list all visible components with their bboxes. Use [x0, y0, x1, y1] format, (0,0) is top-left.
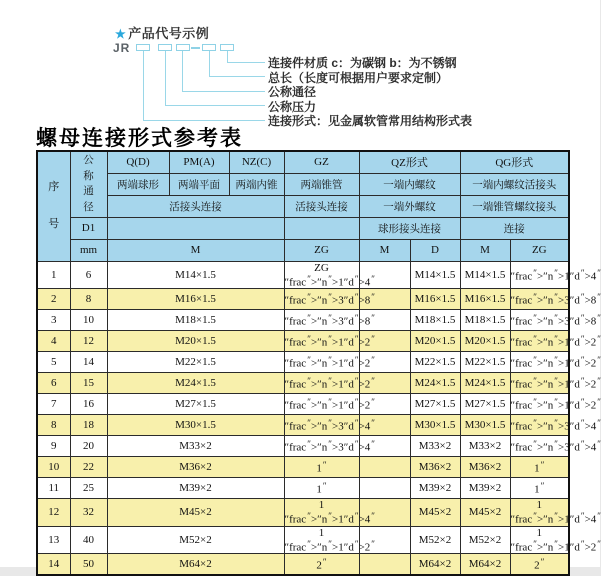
qg-zg-cell: ″frac″>″n″>3″d″>4″: [510, 436, 569, 457]
row-no-cell: 8: [37, 415, 70, 436]
m-thread-cell: M16×1.5: [107, 289, 284, 310]
code-label-diameter: 公称通径: [268, 85, 317, 99]
qz-d-cell: M36×2: [410, 457, 460, 478]
code-box: [202, 44, 216, 51]
gz-thread-cell: ″frac″>″n″>3″d″>8″: [284, 289, 359, 310]
m-thread-cell: M30×1.5: [107, 415, 284, 436]
qg-m-cell: M36×2: [460, 457, 510, 478]
header-qg-zg: ZG: [510, 239, 569, 261]
header-pma: PM(A): [169, 151, 229, 173]
row-no-cell: 5: [37, 352, 70, 373]
header-gz-desc: 两端锥管: [284, 173, 359, 195]
table-row: [37, 373, 569, 394]
code-box: [158, 44, 172, 51]
qg-m-cell: M14×1.5: [460, 261, 510, 289]
star-icon: ★: [115, 27, 127, 41]
m-thread-cell: M52×2: [107, 526, 284, 554]
qz-m-cell: [359, 457, 410, 478]
qz-d-cell: M16×1.5: [410, 289, 460, 310]
table-row: [37, 526, 569, 554]
m-thread-cell: M45×2: [107, 499, 284, 527]
header-qg-form: QG形式: [460, 151, 569, 173]
qz-d-cell: M39×2: [410, 478, 460, 499]
header-blank: [284, 217, 359, 239]
qz-m-cell: [359, 554, 410, 575]
gz-thread-cell: ZG ″frac″>″n″>1″d″>4″: [284, 261, 376, 288]
dn-cell: 32: [70, 499, 107, 527]
gz-thread-cell: 1 ″frac″>″n″>1″d″>4″: [284, 499, 376, 526]
table-row: [37, 261, 569, 289]
dn-cell: 50: [70, 554, 107, 575]
diagram-title: [115, 23, 209, 42]
qg-zg-cell: ″frac″>″n″>3″d″>8″: [510, 310, 569, 331]
table-row: [37, 436, 569, 457]
qg-m-cell: M30×1.5: [460, 415, 510, 436]
dn-cell: 10: [70, 310, 107, 331]
header-nzc: NZ(C): [229, 151, 284, 173]
row-no-cell: 2: [37, 289, 70, 310]
table-row: [37, 352, 569, 373]
qg-zg-cell: 1″: [510, 478, 569, 499]
m-thread-cell: M14×1.5: [107, 261, 284, 289]
qg-zg-cell: ″frac″>″n″>1″d″>2″: [510, 394, 569, 415]
header-qg-connect: 连接: [460, 217, 569, 239]
gz-thread-cell: ″frac″>″n″>3″d″>8″: [284, 310, 359, 331]
qg-m-cell: M18×1.5: [460, 310, 510, 331]
code-label-pressure: 公称压力: [268, 100, 317, 114]
gz-thread-cell: ″frac″>″n″>1″d″>2″: [284, 352, 359, 373]
code-label-length: 总长（长度可根据用户要求定制）: [268, 71, 449, 85]
qg-m-cell: M33×2: [460, 436, 510, 457]
row-no-cell: 11: [37, 478, 70, 499]
product-code-prefix: JR: [113, 41, 131, 55]
code-box: [136, 44, 150, 51]
table-row: [37, 554, 569, 575]
m-thread-cell: M27×1.5: [107, 394, 284, 415]
qz-d-cell: M27×1.5: [410, 394, 460, 415]
header-pma-desc: 两端平面: [169, 173, 229, 195]
qz-d-cell: M64×2: [410, 554, 460, 575]
row-no-cell: 13: [37, 526, 70, 554]
m-thread-cell: M22×1.5: [107, 352, 284, 373]
qg-zg-cell: 1 ″frac″>″n″>1″d″>4″: [510, 499, 601, 526]
reference-table: [36, 150, 601, 576]
m-thread-cell: M24×1.5: [107, 373, 284, 394]
row-no-cell: 7: [37, 394, 70, 415]
qg-zg-cell: 1 ″frac″>″n″>1″d″>2″: [510, 526, 601, 553]
qg-zg-cell: ″frac″>″n″>3″d″>8″: [510, 289, 569, 310]
row-no-cell: 12: [37, 499, 70, 527]
table-row: [37, 394, 569, 415]
qz-d-cell: M30×1.5: [410, 415, 460, 436]
qz-d-cell: M14×1.5: [410, 261, 460, 289]
qg-zg-cell: ″frac″>″n″>1″d″>2″: [510, 352, 569, 373]
qg-zg-cell: 1″: [510, 457, 569, 478]
gz-thread-cell: 1″: [284, 478, 359, 499]
dn-cell: 12: [70, 331, 107, 352]
connector-line: [143, 51, 265, 121]
gz-thread-cell: 1″: [284, 457, 359, 478]
qz-d-cell: M22×1.5: [410, 352, 460, 373]
header-zg-thread: ZG: [284, 239, 359, 261]
table-row: [37, 457, 569, 478]
header-nominal-diameter: 公称通径: [70, 151, 107, 217]
m-thread-cell: M18×1.5: [107, 310, 284, 331]
code-dash: [191, 47, 200, 49]
qg-zg-cell: ″frac″>″n″>1″d″>2″: [510, 331, 569, 352]
dn-cell: 20: [70, 436, 107, 457]
header-blank: [107, 217, 284, 239]
header-gz-union: 活接头连接: [284, 195, 359, 217]
qg-m-cell: M64×2: [460, 554, 510, 575]
header-gz: GZ: [284, 151, 359, 173]
qz-d-cell: M45×2: [410, 499, 460, 527]
m-thread-cell: M36×2: [107, 457, 284, 478]
table-row: [37, 415, 569, 436]
table-row: [37, 289, 569, 310]
m-thread-cell: M20×1.5: [107, 331, 284, 352]
qg-m-cell: M16×1.5: [460, 289, 510, 310]
qz-d-cell: M20×1.5: [410, 331, 460, 352]
dn-cell: 22: [70, 457, 107, 478]
qz-m-cell: [359, 478, 410, 499]
header-qd: Q(D): [107, 151, 169, 173]
qz-d-cell: M52×2: [410, 526, 460, 554]
header-qz-d: D: [410, 239, 460, 261]
gz-thread-cell: ″frac″>″n″>1″d″>2″: [284, 373, 359, 394]
row-no-cell: 6: [37, 373, 70, 394]
code-label-connection: 连接形式：见金属软管常用结构形式表: [268, 114, 473, 128]
gz-thread-cell: ″frac″>″n″>1″d″>2″: [284, 394, 359, 415]
diagram-title-text: 产品代号示例: [128, 26, 210, 41]
header-nzc-desc: 两端内锥: [229, 173, 284, 195]
dn-cell: 14: [70, 352, 107, 373]
qz-d-cell: M33×2: [410, 436, 460, 457]
qz-d-cell: M24×1.5: [410, 373, 460, 394]
gz-thread-cell: ″frac″>″n″>3″d″>4″: [284, 436, 359, 457]
qg-m-cell: M24×1.5: [460, 373, 510, 394]
table-header: [37, 151, 569, 261]
row-no-cell: 1: [37, 261, 70, 289]
code-box: [220, 44, 234, 51]
m-thread-cell: M64×2: [107, 554, 284, 575]
row-no-cell: 9: [37, 436, 70, 457]
table-title: 螺母连接形式参考表: [36, 125, 243, 150]
table-row: [37, 310, 569, 331]
code-box: [176, 44, 190, 51]
qg-m-cell: M52×2: [460, 526, 510, 554]
qg-zg-cell: ″frac″>″n″>3″d″>4″: [510, 415, 569, 436]
gz-thread-cell: ″frac″>″n″>3″d″>4″: [284, 415, 359, 436]
header-qg-taper: 一端锥管螺纹接头: [460, 195, 569, 217]
row-no-cell: 4: [37, 331, 70, 352]
header-qg-m: M: [460, 239, 510, 261]
qg-m-cell: M20×1.5: [460, 331, 510, 352]
gz-thread-cell: ″frac″>″n″>1″d″>2″: [284, 331, 359, 352]
table-row: [37, 499, 569, 527]
qg-m-cell: M45×2: [460, 499, 510, 527]
header-mm: mm: [70, 239, 107, 261]
header-qz-desc: 一端内螺纹: [359, 173, 460, 195]
dn-cell: 25: [70, 478, 107, 499]
m-thread-cell: M33×2: [107, 436, 284, 457]
dn-cell: 40: [70, 526, 107, 554]
header-serial-no: 序号: [37, 151, 70, 261]
qg-zg-cell: ″frac″>″n″>1″d″>4″: [510, 261, 569, 289]
header-union-connection: 活接头连接: [107, 195, 284, 217]
header-qz-m: M: [359, 239, 410, 261]
code-label-material: 连接件材质 c：为碳钢 b：为不锈钢: [268, 56, 457, 70]
dn-cell: 8: [70, 289, 107, 310]
qg-m-cell: M39×2: [460, 478, 510, 499]
gz-thread-cell: 1 ″frac″>″n″>1″d″>2″: [284, 526, 376, 553]
table-row: [37, 478, 569, 499]
dn-cell: 18: [70, 415, 107, 436]
table-row: [37, 331, 569, 352]
header-m-thread: M: [107, 239, 284, 261]
header-qz-ball-joint: 球形接头连接: [359, 217, 460, 239]
dn-cell: 16: [70, 394, 107, 415]
qg-zg-cell: 2″: [510, 554, 569, 575]
qg-zg-cell: ″frac″>″n″>1″d″>2″: [510, 373, 569, 394]
table-body: [37, 261, 601, 575]
m-thread-cell: M39×2: [107, 478, 284, 499]
qz-d-cell: M18×1.5: [410, 310, 460, 331]
dn-cell: 15: [70, 373, 107, 394]
dn-cell: 6: [70, 261, 107, 289]
gz-thread-cell: 2″: [284, 554, 359, 575]
row-no-cell: 10: [37, 457, 70, 478]
header-qg-desc: 一端内螺纹活接头: [460, 173, 569, 195]
qg-m-cell: M27×1.5: [460, 394, 510, 415]
qg-m-cell: M22×1.5: [460, 352, 510, 373]
row-no-cell: 14: [37, 554, 70, 575]
header-qd-desc: 两端球形: [107, 173, 169, 195]
row-no-cell: 3: [37, 310, 70, 331]
header-qz-external: 一端外螺纹: [359, 195, 460, 217]
header-d1: D1: [70, 217, 107, 239]
header-qz-form: QZ形式: [359, 151, 460, 173]
